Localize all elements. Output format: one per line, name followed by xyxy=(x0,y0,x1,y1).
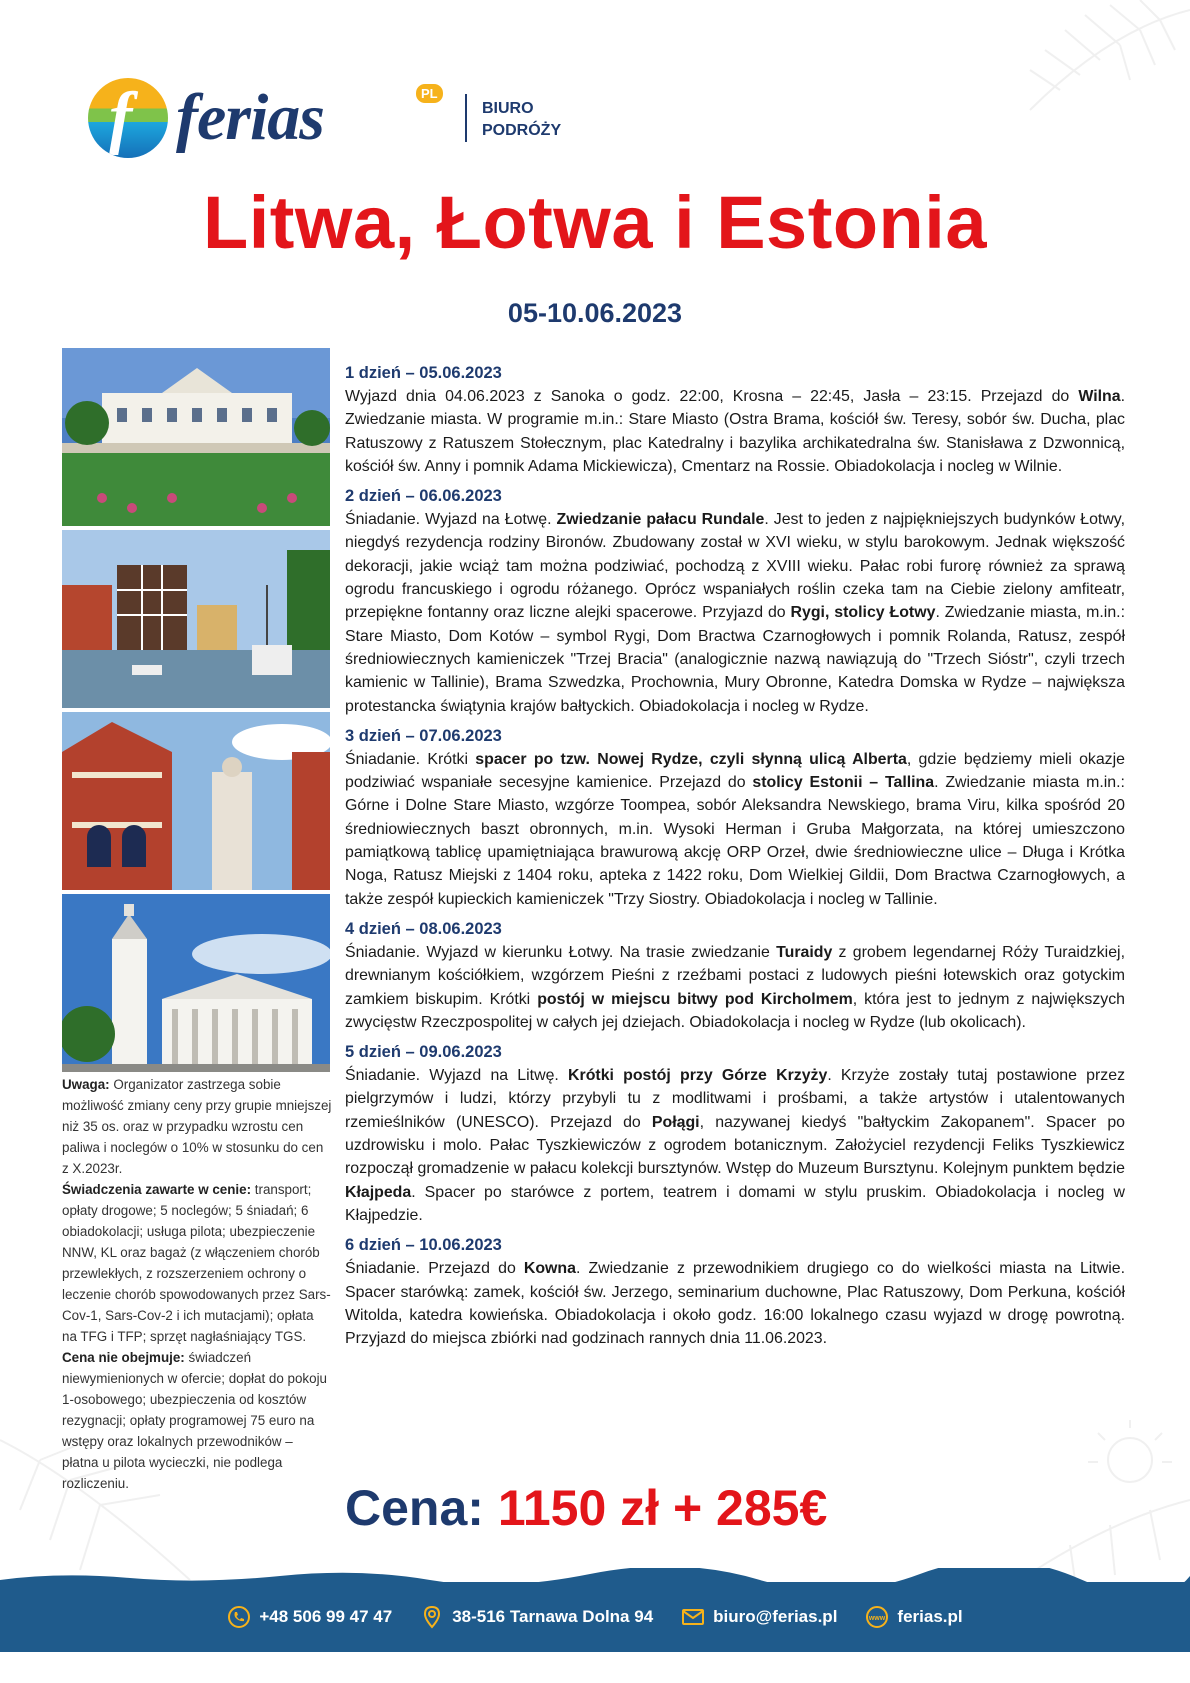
day-1 xyxy=(345,362,1125,478)
note-uwaga xyxy=(62,1074,332,1179)
note-excludes-text: świadczeń niewymienionych w ofercie; dopłat do pokoju 1-osobowego; ubezpieczenia od kosztów rezygnacji; opłaty programowej 75 euro na wstępy oraz lokalnych przewodników – płatna u pilota wycieczki, nie podlega rozliczeniu. xyxy=(62,1350,327,1491)
day-3-text: Śniadanie. Krótki spacer po tzw. Nowej Rydze, czyli słynną ulicą Alberta, gdzie będziemy mieli okazje podziwiać wspaniałe secesyjne kamienice. Przejazd do stolicy Estonii – Tallina. Zwiedzanie miasta m.in.: Górne i Dolne Stare Miasto, wzgórze Toompea, sobór Aleksandra Newskiego, brama Viru, kilka spośród 20 średniowiecznych baszt obronnych, m.in. Wysoki Herman i Gruba Małgorzata, na której umieszczono pamiątkową tablicę upamiętniająca brawurową akcję ORP Orzeł, dwie średniowieczne ulice – Długa i Krótka Noga, Ratusz Miejski z 1404 roku, apteka z 1422 roku, Dom Wielkiej Gildii, Dom Bractwa Czarnogłowych, a także zespół kupieckich kamieniczek "Trzy Siostry. Obiadokolacja i nocleg w Tallinie. xyxy=(345,750,1125,908)
footer-phone-text: +48 506 99 47 47 xyxy=(259,1607,393,1626)
day-1-text: Wyjazd dnia 04.06.2023 z Sanoka o godz. 22:00, Krosna – 22:45, Jasła – 23:15. Przejazd do Wilna. Zwiedzanie miasta. W programie m.in.: Stare Miasto (Ostra Brama, kościół św. Teresy, sobór św. Ducha, plac Ratuszowy z Ratuszem Stołecznym, plac Katedralny i bazylika archikatedralna św. Stanisława z Dzwonnicą, kościół św. Anny i pomnik Adama Mickiewicza), Cmentarz na Rossie. Obiadokolacja i nocleg w Wilnie. xyxy=(345,388,1125,475)
logo-wordmark: ferias xyxy=(176,81,324,154)
logo-tagline: BIURO PODRÓŻY xyxy=(482,100,562,139)
photo-column xyxy=(62,348,330,1076)
footer-email-text: biuro@ferias.pl xyxy=(713,1607,838,1626)
footer-web[interactable] xyxy=(865,1605,962,1629)
palm-leaf-decoration-top xyxy=(990,0,1190,120)
day-5-text: Śniadanie. Wyjazd na Litwę. Krótki postój przy Górze Krzyży. Krzyże zostały tutaj postawione przez pielgrzymów i ludzi, którzy przybyli tu z modlitwami i prośbami, a także artystów i utalentowanych rzemieślników (UNESCO). Przejazd do Połągi, nazywanej kiedyś "bałtyckim Zakopanem". Spacer po uzdrowisku i molo. Pałac Tyszkiewiczów z ogrodem botanicznym. Założyciel rezydencji Feliks Tyszkiewicz rozpoczął gromadzenie w pałacu kolekcji bursztynów. Wstęp do Muzeum Bursztynu. Kolejnym punktem będzie Kłajpeda. Spacer po starówce z portem, teatrem i domami w stylu pruskim. Obiadokolacja i nocleg w Kłajpedzie. xyxy=(345,1067,1126,1224)
footer-web-text: ferias.pl xyxy=(897,1607,963,1626)
harbor-photo xyxy=(62,530,330,708)
note-uwaga-text: Organizator zastrzega sobie możliwość zmiany ceny przy grupie mniejszej niż 35 os. oraz w przypadku wzrostu cen paliwa i noclegów o 10% w stosunku do cen z X.2023r. xyxy=(62,1077,332,1176)
cathedral-photo xyxy=(62,894,330,1072)
note-includes xyxy=(62,1179,332,1347)
day-6-heading: 6 dzień – 10.06.2023 xyxy=(345,1236,502,1255)
globe-icon xyxy=(865,1605,889,1629)
palm-leaf-decoration-bottom-right xyxy=(980,1400,1190,1580)
day-4-text: Śniadanie. Wyjazd w kierunku Łotwy. Na trasie zwiedzanie Turaidy z grobem legendarnej Róży Turaidzkiej, drewnianym kościółkiem, wzgórzem Pieśni z rzeźbami postaci z ludowych pieśni łotewskich oraz gotyckim zamkiem biskupim. Krótki postój w miejscu bitwy pod Kircholmem, która jest to jednym z największych zwycięstw Rzeczpospolitej w całych jej dziejach. Obiadokolacja i nocleg w Rydze (lub okolicach). xyxy=(345,943,1125,1031)
day-6 xyxy=(345,1234,1125,1350)
footer-address-text: 38-516 Tarnawa Dolna 94 xyxy=(452,1607,654,1626)
terms-note xyxy=(62,1074,332,1494)
note-includes-text: transport; opłaty drogowe; 5 noclegów; 5 śniadań; 6 obiadokolacji; usługa pilota; ubezpieczenie NNW, KL oraz bagaż (z włączeniem chorób przewlekłych, z rozszerzeniem ochrony o leczenie chorób spowodowanych przez Sars-Cov-1, Sars-Cov-2 i ich mutacjami); opłata na TFG i TFP; sprzęt nagłaśniający TGS. xyxy=(62,1182,331,1344)
envelope-icon xyxy=(681,1605,705,1629)
day-6-text: Śniadanie. Przejazd do Kowna. Zwiedzanie z przewodnikiem drugiego co do wielkości miasta na Litwie. Spacer starówką: zamek, kościół św. Jerzego, seminarium duchowne, Plac Ratuszowy, Dom Perkuna, kościół Witolda, katedra kowieńska. Obiadokolacja i około godz. 16:00 lokalnego czasu wyjazd w drogę powrotną. Przyjazd do miejsca zbiórki nad godzinach rannych dnia 11.06.2023. xyxy=(345,1260,1125,1348)
palace-photo xyxy=(62,348,330,526)
logo-sun-icon: f xyxy=(88,78,168,158)
footer-contacts xyxy=(0,1582,1190,1652)
day-1-heading: 1 dzień – 05.06.2023 xyxy=(345,364,502,382)
note-includes-label: Świadczenia zawarte w cenie: xyxy=(62,1182,252,1197)
day-5-heading: 5 dzień – 09.06.2023 xyxy=(345,1043,502,1062)
day-4 xyxy=(345,918,1125,1034)
footer-phone[interactable] xyxy=(227,1605,392,1629)
phone-icon xyxy=(227,1605,251,1629)
logo-pl-badge: PL xyxy=(416,84,443,103)
note-uwaga-label: Uwaga: xyxy=(62,1077,110,1092)
note-excludes xyxy=(62,1347,332,1494)
day-2-heading: 2 dzień – 06.06.2023 xyxy=(345,487,502,506)
svg-text:www: www xyxy=(869,1615,886,1622)
footer-address xyxy=(420,1605,653,1629)
day-2 xyxy=(345,485,1125,718)
location-pin-icon xyxy=(420,1605,444,1629)
day-3-heading: 3 dzień – 07.06.2023 xyxy=(345,726,502,745)
itinerary xyxy=(345,362,1125,1357)
day-2-text: Śniadanie. Wyjazd na Łotwę. Zwiedzanie pałacu Rundale. Jest to jeden z najpiękniejszych budynków Łotwy, niegdyś rezydencja rodziny Bironów. Zbudowany został w XVI wieku, w stylu barokowym. Jednak większość dekoracji, jakie wciąż tam można podziwiać, pochodzą z XVIII wieku. Pałac robi furorę również za sprawą ogrodu francuskiego i ogrodu różanego. Oprócz wspaniałych roślin czeka tam na Ciebie zielony amfiteatr, przepiękne fontanny oraz liczne alejki spacerowe. Przyjazd do Rygi, stolicy Łotwy. Zwiedzanie miasta, m.in.: Stare Miasto, Dom Kotów – symbol Rygi, Dom Bractwa Czarnogłowych i pomnik Rolanda, Ratusz, zespół średniowiecznych kamieniczek "Trzej Bracia" (analogicznie nazwą nawiązują do "Trzech Sióstr", czyli trzech kamienic w Tallinie), Brama Szwedzka, Prochownia, Mury Obronne, Katedra Domska w Rydze – największa protestancka świątynia krajów bałtyckich. Obiadokolacja i nocleg w Rydze. xyxy=(345,511,1125,715)
note-excludes-label: Cena nie obejmuje: xyxy=(62,1350,185,1365)
house-of-blackheads-photo xyxy=(62,712,330,890)
brand-logo xyxy=(88,78,562,158)
footer-email[interactable] xyxy=(681,1605,837,1629)
logo-divider xyxy=(465,94,467,142)
page-title: Litwa, Łotwa i Estonia xyxy=(203,181,987,264)
day-5 xyxy=(345,1041,1125,1227)
trip-dates: 05-10.06.2023 xyxy=(507,298,683,328)
price-value: 1150 zł + 285€ xyxy=(497,1480,828,1536)
day-4-heading: 4 dzień – 08.06.2023 xyxy=(345,919,502,938)
price xyxy=(345,1476,827,1540)
day-3 xyxy=(345,725,1125,911)
price-label: Cena: xyxy=(345,1480,498,1536)
